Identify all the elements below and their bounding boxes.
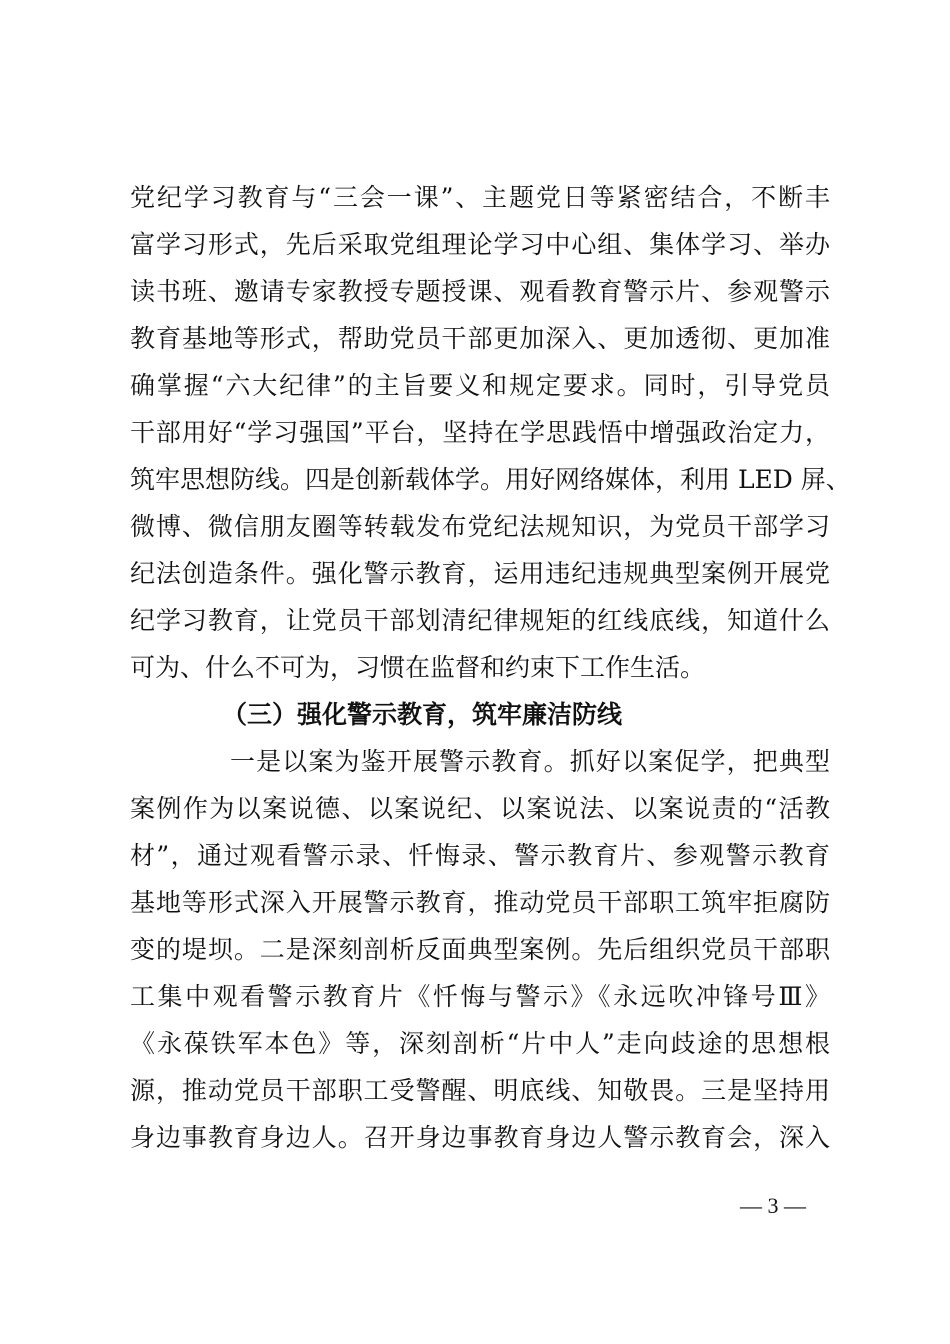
paragraph-line: 党纪学习教育与“三会一课”、主题党日等紧密结合，不断丰 xyxy=(130,183,830,212)
paragraph-line: 干部用好“学习强国”平台，坚持在学思践悟中增强政治定力， xyxy=(130,418,830,447)
paragraph-line: 变的堤坝。二是深刻剖析反面典型案例。先后组织党员干部职 xyxy=(130,935,830,964)
paragraph-line: 读书班、邀请专家教授专题授课、观看教育警示片、参观警示 xyxy=(130,277,830,306)
paragraph-line: 筑牢思想防线。四是创新载体学。用好网络媒体，利用 LED 屏、 xyxy=(130,465,851,494)
paragraph-line: 材”，通过观看警示录、忏悔录、警示教育片、参观警示教育 xyxy=(130,841,830,870)
paragraph-line: 纪法创造条件。强化警示教育，运用违纪违规典型案例开展党 xyxy=(130,559,830,588)
paragraph-line: 教育基地等形式，帮助党员干部更加深入、更加透彻、更加准 xyxy=(130,324,830,353)
paragraph-line: 身边事教育身边人。召开身边事教育身边人警示教育会，深入 xyxy=(130,1123,830,1152)
paragraph-line: 案例作为以案说德、以案说纪、以案说法、以案说责的“活教 xyxy=(130,794,830,823)
paragraph-line: 可为、什么不可为，习惯在监督和约束下工作生活。 xyxy=(130,653,706,682)
paragraph-line: 微博、微信朋友圈等转载发布党纪法规知识，为党员干部学习 xyxy=(130,512,830,541)
paragraph-line: 源，推动党员干部职工受警醒、明底线、知敬畏。三是坚持用 xyxy=(130,1076,830,1105)
paragraph-line: 工集中观看警示教育片《忏悔与警示》《永远吹冲锋号Ⅲ》 xyxy=(130,982,830,1011)
paragraph-line: 纪学习教育，让党员干部划清纪律规矩的红线底线，知道什么 xyxy=(130,606,830,635)
paragraph-line: 基地等形式深入开展警示教育，推动党员干部职工筑牢拒腐防 xyxy=(130,888,830,917)
paragraph-line: 《永葆铁军本色》等，深刻剖析“片中人”走向歧途的思想根 xyxy=(130,1029,830,1058)
paragraph-line: 富学习形式，先后采取党组理论学习中心组、集体学习、举办 xyxy=(130,230,830,259)
paragraph-line: 确掌握“六大纪律”的主旨要义和规定要求。同时，引导党员 xyxy=(130,371,830,400)
section-heading: （三）强化警示教育，筑牢廉洁防线 xyxy=(222,700,623,729)
paragraph-line: 一是以案为鉴开展警示教育。抓好以案促学，把典型 xyxy=(230,747,830,776)
page-number: — 3 — xyxy=(740,1193,806,1218)
